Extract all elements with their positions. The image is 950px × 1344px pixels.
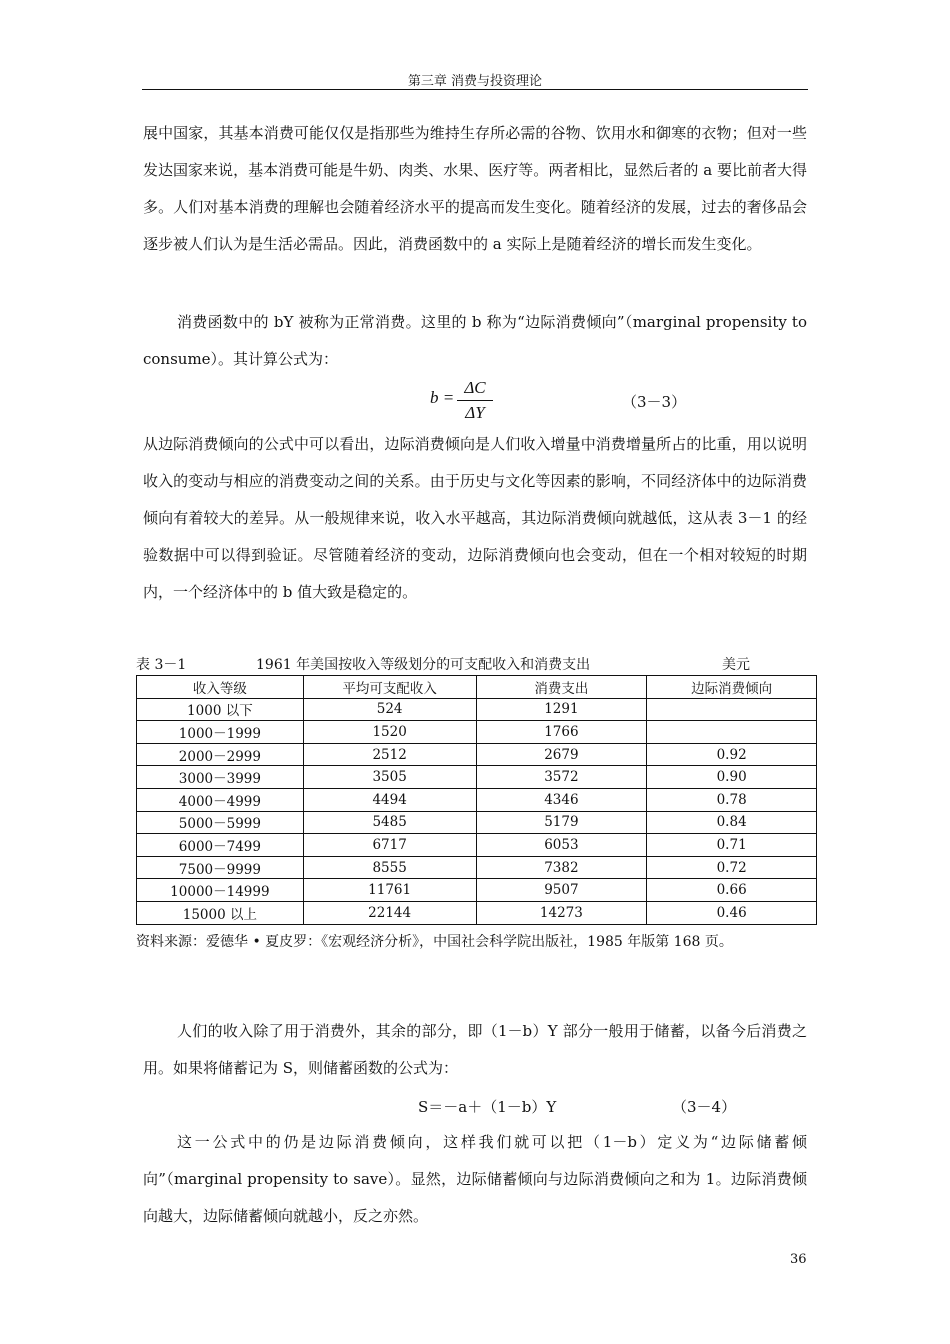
- table-cell: 3572: [476, 766, 647, 789]
- table-cell: 1000－1999: [137, 721, 304, 744]
- table-cell: 7382: [476, 856, 647, 879]
- equation-1-number: （3－3）: [622, 393, 687, 411]
- fraction-bar: [457, 400, 493, 401]
- table-cell: 2000－2999: [137, 743, 304, 766]
- table-row: [137, 834, 817, 857]
- paragraph-4: 人们的收入除了用于消费外，其余的部分，即（1－b）Y 部分一般用于储蓄，以备今后消费之用。如果将储蓄记为 S，则储蓄函数的公式为：: [143, 1022, 807, 1077]
- table-cell: 5000－5999: [137, 811, 304, 834]
- table-cell: 6053: [476, 834, 647, 857]
- table-row: [137, 788, 817, 811]
- table-row: [137, 811, 817, 834]
- table-cell: [647, 698, 817, 721]
- table-row: [137, 766, 817, 789]
- table-cell: 0.92: [647, 743, 817, 766]
- paragraph-3: 从边际消费倾向的公式中可以看出，边际消费倾向是人们收入增量中消费增量所占的比重，用以说明收入的变动与相应的消费变动之间的关系。由于历史与文化等因素的影响，不同经济体中的边际消费倾向有着较大的差异。从一般规律来说，收入水平越高，其边际消费倾向就越低，这从表 3－1 的经验数据中可以得到验证。尽管随着经济的变动，边际消费倾向也会变动，但在一个相对较短的时期内，一个经济体中的 b 值大致是稳定的。: [143, 435, 807, 601]
- equation-1-fraction: [455, 377, 495, 424]
- table-row: [137, 698, 817, 721]
- table-cell: 8555: [303, 856, 476, 879]
- table-source-note: 资料来源：爱德华 • 夏皮罗：《宏观经济分析》，中国社会科学院出版社，1985 年版第 168 页。: [136, 934, 733, 950]
- table-cell: 22144: [303, 901, 476, 924]
- table-cell: 2512: [303, 743, 476, 766]
- paragraph-5: 这一公式中的仍是边际消费倾向，这样我们就可以把（1－b）定义为“边际储蓄倾向”（marginal propensity to save）。显然，边际储蓄倾向与边际消费倾向之和为 1。边际消费倾向越大，边际储蓄倾向就越小，反之亦然。: [143, 1133, 807, 1225]
- table-cell: 0.84: [647, 811, 817, 834]
- table-cell: 7500－9999: [137, 856, 304, 879]
- table-cell: 14273: [476, 901, 647, 924]
- table-cell: 0.78: [647, 788, 817, 811]
- equation-1-numerator: ΔC: [464, 378, 486, 397]
- column-header: 消费支出: [476, 676, 647, 699]
- column-header: 边际消费倾向: [647, 676, 817, 699]
- table-cell: 0.46: [647, 901, 817, 924]
- table-row: [137, 743, 817, 766]
- equation-2: S＝－a＋（1－b）Y: [418, 1098, 557, 1116]
- table-cell: 4346: [476, 788, 647, 811]
- table-cell: 3505: [303, 766, 476, 789]
- table-cell: 0.72: [647, 856, 817, 879]
- table-cell: 1766: [476, 721, 647, 744]
- table-cell: 9507: [476, 879, 647, 902]
- table-cell: 1291: [476, 698, 647, 721]
- page-number: 36: [790, 1252, 807, 1267]
- equation-2-number: （3－4）: [672, 1098, 737, 1116]
- paragraph-2: 消费函数中的 bY 被称为正常消费。这里的 b 称为“边际消费倾向”（marginal propensity to consume）。其计算公式为：: [143, 313, 807, 368]
- table-cell: 1000 以下: [137, 698, 304, 721]
- table-cell: 5485: [303, 811, 476, 834]
- table-cell: 0.71: [647, 834, 817, 857]
- table-cell: 3000－3999: [137, 766, 304, 789]
- table-header-row: [137, 676, 817, 699]
- table-cell: 0.66: [647, 879, 817, 902]
- table-cell: 5179: [476, 811, 647, 834]
- table-label: 表 3－1: [136, 657, 187, 673]
- table-cell: 15000 以上: [137, 901, 304, 924]
- column-header: 收入等级: [137, 676, 304, 699]
- table-cell: 4000－4999: [137, 788, 304, 811]
- table-title: 1961 年美国按收入等级划分的可支配收入和消费支出: [256, 657, 591, 673]
- table-row: [137, 901, 817, 924]
- data-table: [136, 675, 817, 925]
- table-cell: 524: [303, 698, 476, 721]
- table-row: [137, 856, 817, 879]
- table-cell: 6717: [303, 834, 476, 857]
- table-cell: 1520: [303, 721, 476, 744]
- table-row: [137, 721, 817, 744]
- table-cell: 11761: [303, 879, 476, 902]
- header-rule: [142, 89, 808, 90]
- table-unit: 美元: [722, 657, 750, 673]
- table-cell: 4494: [303, 788, 476, 811]
- paragraph-1: 展中国家，其基本消费可能仅仅是指那些为维持生存所必需的谷物、饮用水和御寒的衣物；但对一些发达国家来说，基本消费可能是牛奶、肉类、水果、医疗等。两者相比，显然后者的 a 要比前者大得多。人们对基本消费的理解也会随着经济水平的提高而发生变化。随着经济的发展，过去的奢侈品会逐步被人们认为是生活必需品。因此，消费函数中的 a 实际上是随着经济的增长而发生变化。: [143, 124, 807, 253]
- table-row: [137, 879, 817, 902]
- table-cell: [647, 721, 817, 744]
- table-cell: 0.90: [647, 766, 817, 789]
- equation-1-lhs: b =: [430, 388, 455, 407]
- table-cell: 2679: [476, 743, 647, 766]
- equation-1-denominator: ΔY: [465, 403, 485, 422]
- table-cell: 10000－14999: [137, 879, 304, 902]
- running-header: 第三章 消费与投资理论: [407, 74, 543, 89]
- column-header: 平均可支配收入: [303, 676, 476, 699]
- table-cell: 6000－7499: [137, 834, 304, 857]
